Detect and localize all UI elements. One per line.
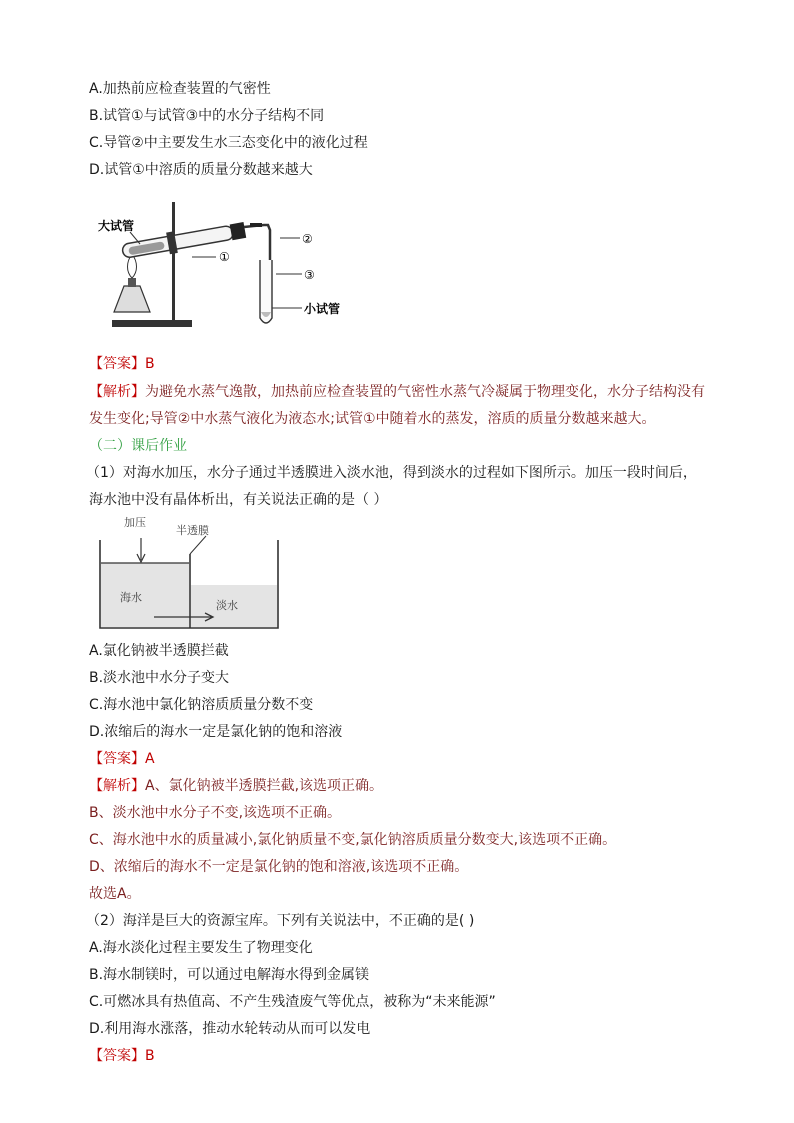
q1-analysis-line-4: D、浓缩后的海水不一定是氯化钠的饱和溶液,该选项不正确。 <box>89 859 469 875</box>
q2-option-a: A.海水淡化过程主要发生了物理变化 <box>89 940 313 956</box>
reverse-osmosis-figure <box>96 514 282 632</box>
option-b: B.试管①与试管③中的水分子结构不同 <box>89 108 325 124</box>
q1-analysis-text-1: A、氯化钠被半透膜拦截,该选项正确。 <box>145 778 384 794</box>
label-membrane: 半透膜 <box>176 524 209 537</box>
label-pressure: 加压 <box>124 516 146 529</box>
label-seawater: 海水 <box>120 591 142 604</box>
label-freshwater: 淡水 <box>216 599 238 612</box>
q2-stem: （2）海洋是巨大的资源宝库。下列有关说法中，不正确的是( ) <box>86 913 475 929</box>
q1-option-d: D.浓缩后的海水一定是氯化钠的饱和溶液 <box>89 724 343 740</box>
q2-answer-value: B <box>145 1048 155 1064</box>
label-small-tube: 小试管 <box>304 302 341 316</box>
q1-answer-value: A <box>145 751 155 767</box>
q1-option-b: B.淡水池中水分子变大 <box>89 670 230 686</box>
q2-answer-line <box>89 1047 155 1065</box>
answer-value: B <box>145 356 155 372</box>
q1-analysis-line-2: B、淡水池中水分子不变,该选项不正确。 <box>89 805 342 821</box>
label-1: ① <box>219 250 230 264</box>
q1-analysis-tag: 【解析】 <box>89 778 145 794</box>
option-d: D.试管①中溶质的质量分数越来越大 <box>89 162 313 178</box>
q1-answer-tag: 【答案】 <box>89 751 145 767</box>
analysis-line-1 <box>89 383 705 401</box>
answer-tag: 【答案】 <box>89 356 145 372</box>
section-title: （二）课后作业 <box>89 438 187 454</box>
answer-line <box>89 355 155 373</box>
analysis-tag: 【解析】 <box>89 384 145 400</box>
q2-option-b: B.海水制镁时，可以通过电解海水得到金属镁 <box>89 967 370 983</box>
label-2: ② <box>302 232 313 246</box>
analysis-line-2: 发生变化;导管②中水蒸气液化为液态水;试管①中随着水的蒸发，溶质的质量分数越来越大。 <box>89 411 656 427</box>
distillation-apparatus-figure <box>92 194 352 338</box>
q1-option-a: A.氯化钠被半透膜拦截 <box>89 643 229 659</box>
q1-conclusion: 故选A。 <box>89 886 141 902</box>
q1-answer-line <box>89 750 155 768</box>
analysis-text-1: 为避免水蒸气逸散，加热前应检查装置的气密性水蒸气冷凝属于物理变化，水分子结构没有 <box>145 384 705 400</box>
label-3: ③ <box>304 268 315 282</box>
q1-stem-line-1: （1）对海水加压，水分子通过半透膜进入淡水池，得到淡水的过程如下图所示。加压一段时间后， <box>86 465 697 481</box>
option-c: C.导管②中主要发生水三态变化中的液化过程 <box>89 135 368 151</box>
q1-stem-line-2: 海水池中没有晶体析出，有关说法正确的是（ ） <box>89 492 388 508</box>
q1-option-c: C.海水池中氯化钠溶质质量分数不变 <box>89 697 314 713</box>
q1-analysis-line-3: C、海水池中水的质量减小,氯化钠质量不变,氯化钠溶质质量分数变大,该选项不正确。 <box>89 832 617 848</box>
q1-analysis-line-1 <box>89 777 383 795</box>
label-big-tube: 大试管 <box>98 219 135 233</box>
option-a: A.加热前应检查装置的气密性 <box>89 81 271 97</box>
q2-answer-tag: 【答案】 <box>89 1048 145 1064</box>
q2-option-c: C.可燃冰具有热值高、不产生残渣废气等优点，被称为“未来能源” <box>89 994 496 1010</box>
q2-option-d: D.利用海水涨落，推动水轮转动从而可以发电 <box>89 1021 371 1037</box>
